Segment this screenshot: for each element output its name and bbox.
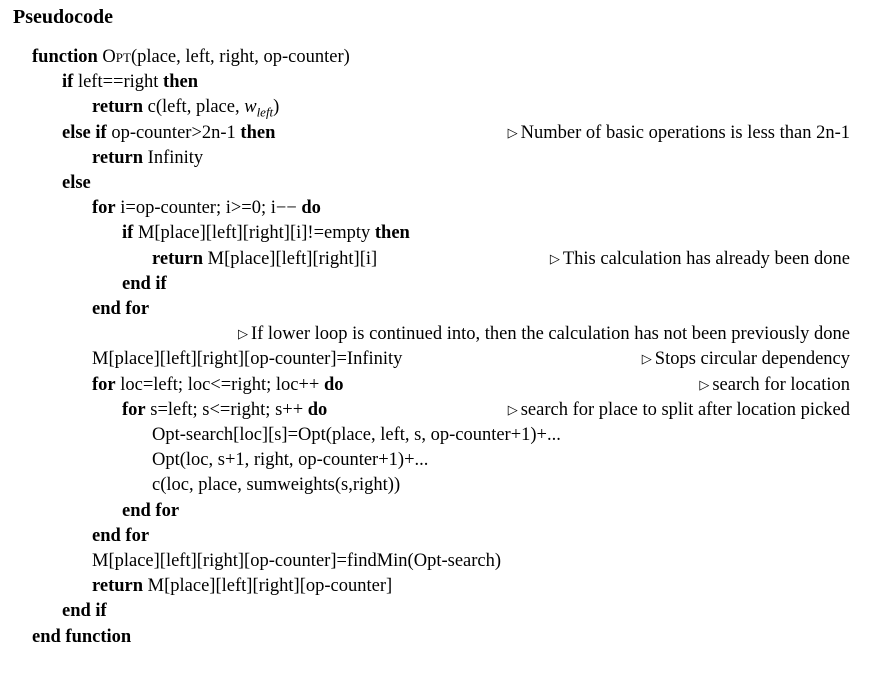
code-line xyxy=(0,121,850,146)
keyword: end for xyxy=(92,525,150,546)
keyword: return xyxy=(92,576,144,597)
comment-triangle-icon: ▷ xyxy=(549,250,560,266)
code-comment xyxy=(238,322,850,347)
comment-text: If lower loop is continued into, then the calculation has not been previously done xyxy=(250,324,850,345)
code-line xyxy=(0,499,850,524)
keyword: do xyxy=(323,374,344,395)
code-statement xyxy=(92,196,321,221)
code-text: Opt(loc, s+1, right, op-counter+1)+... xyxy=(152,450,429,471)
code-line xyxy=(0,423,850,448)
code-statement xyxy=(62,599,107,624)
code-text: ) xyxy=(273,97,280,118)
code-line xyxy=(0,247,850,272)
keyword: then xyxy=(163,72,198,93)
code-line xyxy=(0,599,850,624)
code-line xyxy=(0,347,850,372)
code-statement xyxy=(62,121,275,146)
code-text: loc=left; loc<=right; loc++ xyxy=(115,374,324,395)
keyword: then xyxy=(240,122,276,143)
code-text: c(loc, place, sumweights(s,right)) xyxy=(152,475,401,496)
variable: w xyxy=(244,97,257,118)
code-line xyxy=(0,373,850,398)
comment-text: Stops circular dependency xyxy=(654,349,850,370)
keyword: end for xyxy=(122,500,180,521)
code-statement xyxy=(92,549,501,574)
code-line xyxy=(0,70,850,95)
code-line xyxy=(0,146,850,171)
pseudocode-heading: Pseudocode xyxy=(13,6,113,28)
code-statement xyxy=(32,625,131,650)
code-line xyxy=(0,549,850,574)
code-statement xyxy=(152,473,400,498)
comment-triangle-icon: ▷ xyxy=(699,376,710,392)
code-comment xyxy=(508,121,850,146)
keyword: return xyxy=(92,147,144,168)
keyword: end if xyxy=(122,273,167,294)
code-statement xyxy=(62,70,198,95)
keyword: do xyxy=(307,399,328,420)
code-line xyxy=(0,448,850,473)
code-line xyxy=(0,625,850,650)
code-statement xyxy=(122,499,179,524)
comment-triangle-icon: ▷ xyxy=(641,351,652,367)
code-statement xyxy=(152,423,561,448)
code-line xyxy=(0,45,850,70)
code-statement xyxy=(152,448,428,473)
keyword: for xyxy=(92,374,116,395)
code-statement xyxy=(122,221,410,246)
code-statement xyxy=(92,524,149,549)
code-text: c(left, place, xyxy=(143,97,245,118)
code-text: left==right xyxy=(73,72,164,93)
keyword: for xyxy=(122,399,146,420)
code-text: i=op-counter; i>=0; i−− xyxy=(115,198,302,219)
comment-text: search for location xyxy=(712,374,850,395)
keyword: then xyxy=(374,223,410,244)
code-line xyxy=(0,524,850,549)
comment-triangle-icon: ▷ xyxy=(507,401,518,417)
code-text: M[place][left][right][op-counter]=findMin(Opt-search) xyxy=(92,551,502,571)
keyword: else xyxy=(62,173,91,193)
code-line xyxy=(0,196,850,221)
comment-triangle-icon: ▷ xyxy=(237,326,248,342)
keyword: return xyxy=(152,248,204,269)
code-line xyxy=(0,322,850,347)
code-statement xyxy=(92,574,392,599)
code-text: M[place][left][right][i] xyxy=(203,248,378,269)
comment-triangle-icon: ▷ xyxy=(507,124,518,140)
code-statement xyxy=(92,297,149,322)
keyword: end function xyxy=(32,626,132,647)
code-comment xyxy=(699,373,850,398)
subscript: left xyxy=(256,105,274,121)
code-text: M[place][left][right][i]!=empty xyxy=(133,223,375,244)
keyword: end for xyxy=(92,299,150,319)
code-statement xyxy=(152,247,377,272)
code-line xyxy=(0,574,850,599)
code-text: op-counter>2n-1 xyxy=(106,122,241,143)
code-statement xyxy=(92,347,402,372)
code-statement xyxy=(62,171,91,196)
function-name: Opt xyxy=(102,47,131,67)
code-comment xyxy=(508,398,850,423)
code-comment xyxy=(550,247,850,272)
keyword: end if xyxy=(62,601,107,622)
code-statement xyxy=(92,373,344,398)
keyword: else if xyxy=(62,122,107,143)
code-line xyxy=(0,473,850,498)
keyword: return xyxy=(92,97,144,118)
code-text: s=left; s<=right; s++ xyxy=(145,399,308,420)
comment-text: search for place to split after location picked xyxy=(520,399,850,420)
code-text: M[place][left][right][op-counter]=Infinity xyxy=(92,349,403,370)
keyword: function xyxy=(32,47,98,67)
keyword: if xyxy=(122,223,134,244)
code-comment xyxy=(642,347,850,372)
keyword: for xyxy=(92,198,116,219)
comment-text: This calculation has already been done xyxy=(562,248,850,269)
code-statement xyxy=(92,146,203,171)
code-line xyxy=(0,398,850,423)
code-text: M[place][left][right][op-counter] xyxy=(143,576,393,597)
code-text: (place, left, right, op-counter) xyxy=(130,47,350,67)
code-text: Opt-search[loc][s]=Opt(place, left, s, op-counter+1)+... xyxy=(152,425,561,445)
code-statement xyxy=(122,398,327,423)
code-line xyxy=(0,171,850,196)
keyword: do xyxy=(301,198,321,219)
code-line xyxy=(0,297,850,322)
code-line xyxy=(0,221,850,246)
code-statement xyxy=(122,272,167,297)
code-statement xyxy=(32,45,350,70)
keyword: if xyxy=(62,72,74,93)
code-text: Infinity xyxy=(143,147,204,168)
comment-text: Number of basic operations is less than 2n-1 xyxy=(520,122,850,143)
code-line xyxy=(0,95,850,120)
code-line xyxy=(0,272,850,297)
